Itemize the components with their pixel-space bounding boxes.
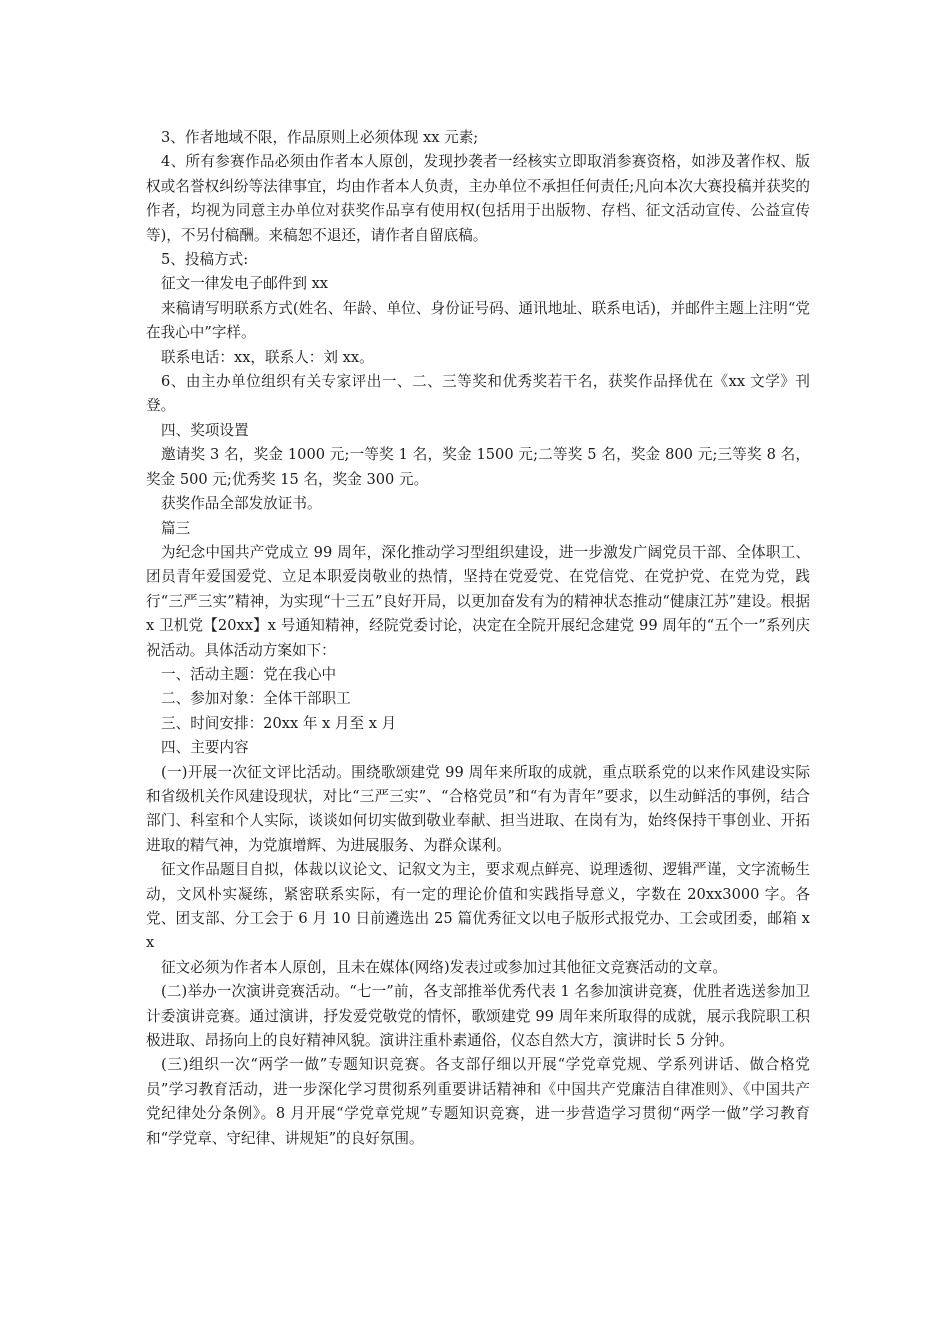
heading-main-content: 四、主要内容 bbox=[161, 739, 249, 757]
paragraph-knowledge-contest: (三)组织一次“两学一做”专题知识竞赛。各支部仔细以开展“学党章党规、学系列讲话、做合格党员”学习教育活动，进一步深化学习贯彻系列重要讲话精神和《中国共产党廉洁自律准则》、《中国共产党纪律处分条例》。8 月开展“学党章党规”专题知识竞赛，进一步营造学习贯彻“两学一做”学习教育和“学党章、守纪律、讲规矩”的良好氛围。 bbox=[146, 1056, 810, 1147]
paragraph-schedule: 三、时间安排：20xx 年 x 月至 x 月 bbox=[161, 714, 397, 732]
paragraph-author-region: 3、作者地域不限，作品原则上必须体现 xx 元素; bbox=[161, 129, 479, 146]
paragraph-email: 征文一律发电子邮件到 xx bbox=[161, 275, 329, 293]
paragraph-theme: 一、活动主题：党在我心中 bbox=[161, 665, 337, 683]
paragraph-award-amounts: 邀请奖 3 名，奖金 1000 元;一等奖 1 名，奖金 1500 元;二等奖 5 名，奖金 800 元;三等奖 8 名，奖金 500 元;优秀奖 15 名，奖金 300 元。 bbox=[146, 446, 810, 488]
heading-awards: 四、奖项设置 bbox=[161, 421, 249, 439]
paragraph-essay-originality: 征文必须为作者本人原创，且未在媒体(网络)发表过或参加过其他征文竞赛活动的文章。 bbox=[161, 958, 727, 976]
paragraph-contact-details: 来稿请写明联系方式(姓名、年龄、单位、身份证号码、通讯地址、联系电话)，并邮件主题上注明“党在我心中”字样。 bbox=[146, 299, 810, 342]
paragraph-participants: 二、参加对象：全体干部职工 bbox=[161, 690, 351, 708]
paragraph-essay-contest: (一)开展一次征文评比活动。围绕歌颂建党 99 周年来所取的成就，重点联系党的以来作风建设实际和省级机关作风建设现状，对比“三严三实”、“合格党员”和“有为青年”要求，以生动鲜活的事例，结合部门、科室和个人实际，谈谈如何切实做到敬业奉献、担当进取、在岗有为，始终保持干事创业、开拓进取的精气神，为党旗增辉、为进展服务、为群众谋利。 bbox=[146, 763, 810, 854]
document-body bbox=[146, 126, 810, 1151]
paragraph-essay-requirements: 征文作品题目自拟，体裁以议论文、记叙文为主，要求观点鲜亮、说理透彻、逻辑严谨，文字流畅生动，文风朴实凝练，紧密联系实际，有一定的理论价值和实践指导意义，字数在 20xx3000 字。各党、团支部、分工会于 6 月 10 日前遴选出 25 篇优秀征文以电子版形式报党办、工会或团委，邮箱 xx bbox=[146, 861, 810, 952]
paragraph-judging: 6、由主办单位组织有关专家评出一、二、三等奖和优秀奖若干名，获奖作品择优在《xx 文学》刊登。 bbox=[146, 373, 810, 415]
paragraph-submission-method: 5、投稿方式: bbox=[161, 251, 249, 269]
paragraph-certificates: 获奖作品全部发放证书。 bbox=[161, 495, 322, 513]
paragraph-speech-contest: (二)举办一次演讲竞赛活动。“七一”前，各支部推举优秀代表 1 名参加演讲竞赛，优胜者选送参加卫计委演讲竞赛。通过演讲，抒发爱党敬党的情怀，歌颂建党 99 周年来所取得的成就，展示我院职工积极进取、昂扬向上的良好精神风貌。演讲注重朴素通俗，仪态自然大方，演讲时长 5 分钟。 bbox=[146, 983, 810, 1050]
paragraph-intro: 为纪念中国共产党成立 99 周年，深化推动学习型组织建设，进一步激发广阔党员干部、全体职工、团员青年爱国爱党、立足本职爱岗敬业的热情，坚持在党爱党、在党信党、在党护党、在党为党，践行“三严三实”精神，为实现“十三五”良好开局，以更加奋发有为的精神状态推动“健康江苏”建设。根据 x 卫机党【20xx】x 号通知精神，经院党委讨论，决定在全院开展纪念建党 99 周年的“五个一”系列庆祝活动。具体活动方案如下： bbox=[146, 543, 810, 659]
paragraph-phone: 联系电话：xx，联系人：刘 xx。 bbox=[161, 348, 374, 366]
paragraph-originality-rules: 4、所有参赛作品必须由作者本人原创，发现抄袭者一经核实立即取消参赛资格，如涉及著作权、版权或名誉权纠纷等法律事宜，均由作者本人负责，主办单位不承担任何责任;凡向本次大赛投稿并获奖的作者，均视为同意主办单位对获奖作品享有使用权(包括用于出版物、存档、征文活动宣传、公益宣传等)，不另付稿酬。来稿恕不退还，请作者自留底稿。 bbox=[146, 153, 810, 244]
heading-part-three: 篇三 bbox=[161, 519, 191, 537]
